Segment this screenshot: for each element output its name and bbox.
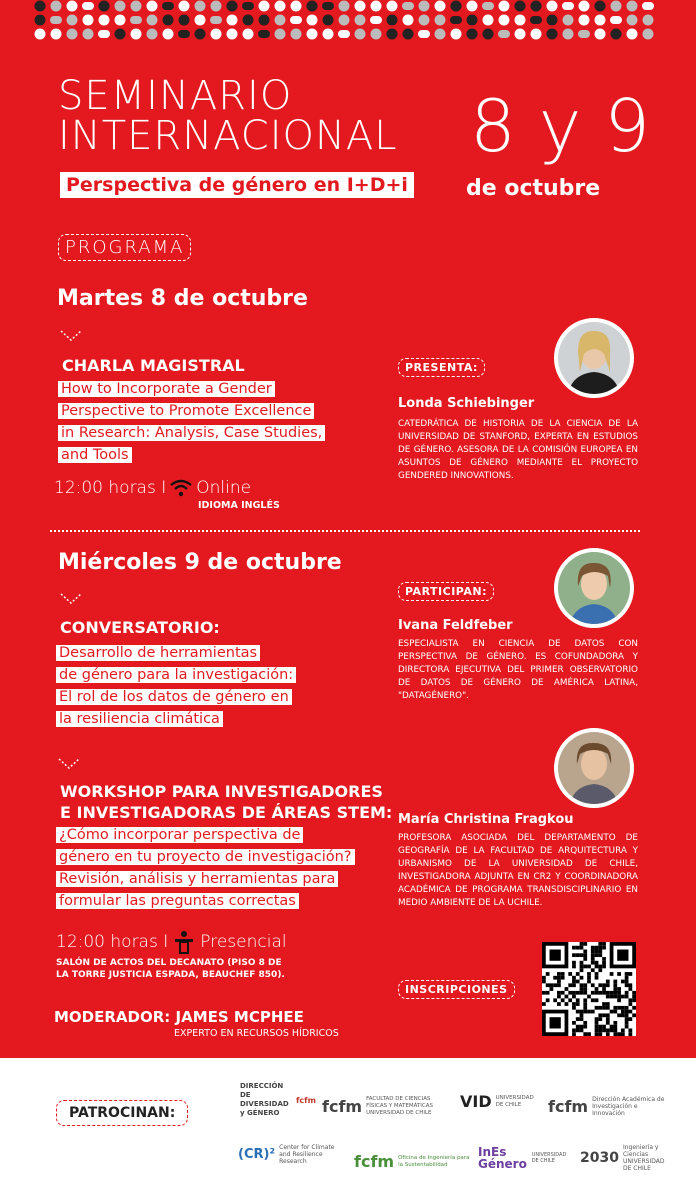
workshop-line-2: género en tu proyecto de investigación?	[56, 849, 355, 865]
day2-heading: Miércoles 9 de octubre	[58, 550, 342, 575]
participan-label: PARTICIPAN:	[398, 582, 494, 601]
day2-schedule	[56, 930, 287, 954]
speaker-desc-feldfeber: ESPECIALISTA EN CIENCIA DE DATOS CON PERSPECTIVA DE GÉNERO. ES COFUNDADORA Y DIRECTORA EJECUTIVA DEL PRIMER OBSERVATORIO DE DATOS DE GÉNERO DE AMÉRICA LATINA, "DATAGÉNERO".	[398, 639, 638, 701]
title-line-2: INTERNACIONAL	[58, 113, 398, 159]
venue-line-1: SALÓN DE ACTOS DEL DECANATO (PISO 8 DE	[56, 958, 282, 968]
venue-line-2: LA TORRE JUSTICIA ESPADA, BEAUCHEF 850).	[56, 970, 285, 980]
speaker-desc-schiebinger: CATEDRÁTICA DE HISTORIA DE LA CIENCIA DE LA UNIVERSIDAD DE STANFORD, EXPERTA EN ESTUDIOS DE GÉNERO. ASESORA DE LA COMISIÓN EUROPEA EN ASUNTOS DE GÉNERO MEDIANTE EL PROYECTO GENDERED INNOVATIONS.	[398, 419, 638, 481]
event-dates: 8 y 9	[470, 84, 650, 168]
title-line-1: SEMINARIO	[58, 73, 293, 119]
day1-heading: Martes 8 de octubre	[57, 286, 308, 311]
chevron-down-icon	[60, 593, 82, 605]
logo-ines-genero: InEs Género UNIVERSIDAD DE CHILE	[478, 1145, 567, 1171]
presenta-label: PRESENTA:	[398, 358, 485, 377]
logo-vid: VID UNIVERSIDAD DE CHILE	[460, 1092, 534, 1111]
chevron-down-icon	[60, 330, 82, 342]
qr-code-icon[interactable]	[542, 942, 636, 1036]
workshop-line-3: Revisión, análisis y herramientas para	[56, 871, 338, 887]
moderator-desc: EXPERTO EN RECURSOS HÍDRICOS	[174, 1028, 339, 1039]
logo-fcfm-sustentabilidad: fcfm Oficina de Ingeniería para la Sustentabilidad	[354, 1152, 470, 1171]
talk-title	[58, 378, 378, 466]
subtitle-banner: Perspectiva de género en I+D+i	[60, 172, 414, 198]
talk-line-2: Perspective to Promote Excellence	[58, 403, 314, 419]
talk-line-4: and Tools	[58, 447, 132, 463]
day1-time: 12:00 horas I	[54, 478, 167, 498]
wifi-icon	[170, 479, 192, 497]
logo-cr2: (CR)² Center for Climate and Resilience Research	[238, 1144, 335, 1165]
sponsors-bar	[0, 1058, 696, 1201]
speaker-photo-fragkou	[554, 728, 634, 808]
day1-language: IDIOMA INGLÉS	[198, 500, 280, 511]
workshop-title-2: E INVESTIGADORAS DE ÁREAS STEM:	[60, 803, 393, 822]
logo-2030: 2030 Ingeniería y Ciencias UNIVERSIDAD DE CHILE	[580, 1144, 665, 1172]
moderator-label: MODERADOR: JAMES MCPHEE	[54, 1008, 304, 1026]
day1-mode: Online	[196, 478, 252, 498]
speaker-photo-feldfeber	[554, 548, 634, 628]
workshop-topic	[56, 824, 386, 912]
logo-fcfm: fcfm FACULTAD DE CIENCIAS FÍSICAS Y MATEMÁTICAS UNIVERSIDAD DE CHILE	[322, 1096, 433, 1116]
podium-speaker-icon	[172, 930, 196, 954]
day2-mode: Presencial	[200, 932, 287, 952]
conv-line-1: Desarrollo de herramientas	[56, 645, 260, 661]
workshop-line-4: formular las preguntas correctas	[56, 893, 299, 909]
speaker-name-fragkou: María Christina Fragkou	[398, 812, 574, 827]
workshop-line-1: ¿Cómo incorporar perspectiva de	[56, 827, 303, 843]
conv-line-3: El rol de los datos de género en	[56, 689, 292, 705]
dot-pattern-decoration	[0, 0, 696, 42]
logo-fcfm-investigacion: fcfm Dirección Académica de Investigación e Innovación	[548, 1096, 665, 1117]
charla-magistral-title: CHARLA MAGISTRAL	[62, 356, 245, 375]
speaker-name-feldfeber: Ivana Feldfeber	[398, 618, 513, 633]
logo-diversidad-genero: DIRECCIÓN DE DIVERSIDAD y GÉNERO fcfm	[240, 1082, 316, 1117]
day1-schedule	[54, 478, 251, 498]
event-month: de octubre	[466, 176, 601, 201]
chevron-down-icon	[58, 758, 80, 770]
conv-line-2: de género para la investigación:	[56, 667, 296, 683]
programa-label: PROGRAMA	[58, 234, 191, 261]
speaker-desc-fragkou: PROFESORA ASOCIADA DEL DEPARTAMENTO DE GEOGRAFÍA DE LA FACULTAD DE ARQUITECTURA Y URBANISMO DE LA UNIVERSIDAD DE CHILE, INVESTIGADORA ADJUNTA EN CR2 Y COORDINADORA ACADÉMICA DE PROGRAMA TRANSDISCIPLINARIO EN MEDIO AMBIENTE DE LA UCHILE.	[398, 833, 638, 908]
workshop-title-1: WORKSHOP PARA INVESTIGADORES	[60, 782, 383, 801]
talk-line-3: in Research: Analysis, Case Studies,	[58, 425, 325, 441]
section-divider	[50, 530, 640, 532]
patrocinan-label: PATROCINAN:	[56, 1100, 188, 1126]
day2-time: 12:00 horas I	[56, 932, 169, 952]
speaker-name-schiebinger: Londa Schiebinger	[398, 396, 535, 411]
talk-line-1: How to Incorporate a Gender	[58, 381, 275, 397]
inscripciones-button[interactable]: INSCRIPCIONES	[398, 980, 515, 999]
conv-line-4: la resiliencia climática	[56, 711, 223, 727]
conversatorio-topic	[56, 642, 376, 730]
speaker-photo-schiebinger	[554, 318, 634, 398]
conversatorio-title: CONVERSATORIO:	[60, 618, 220, 637]
